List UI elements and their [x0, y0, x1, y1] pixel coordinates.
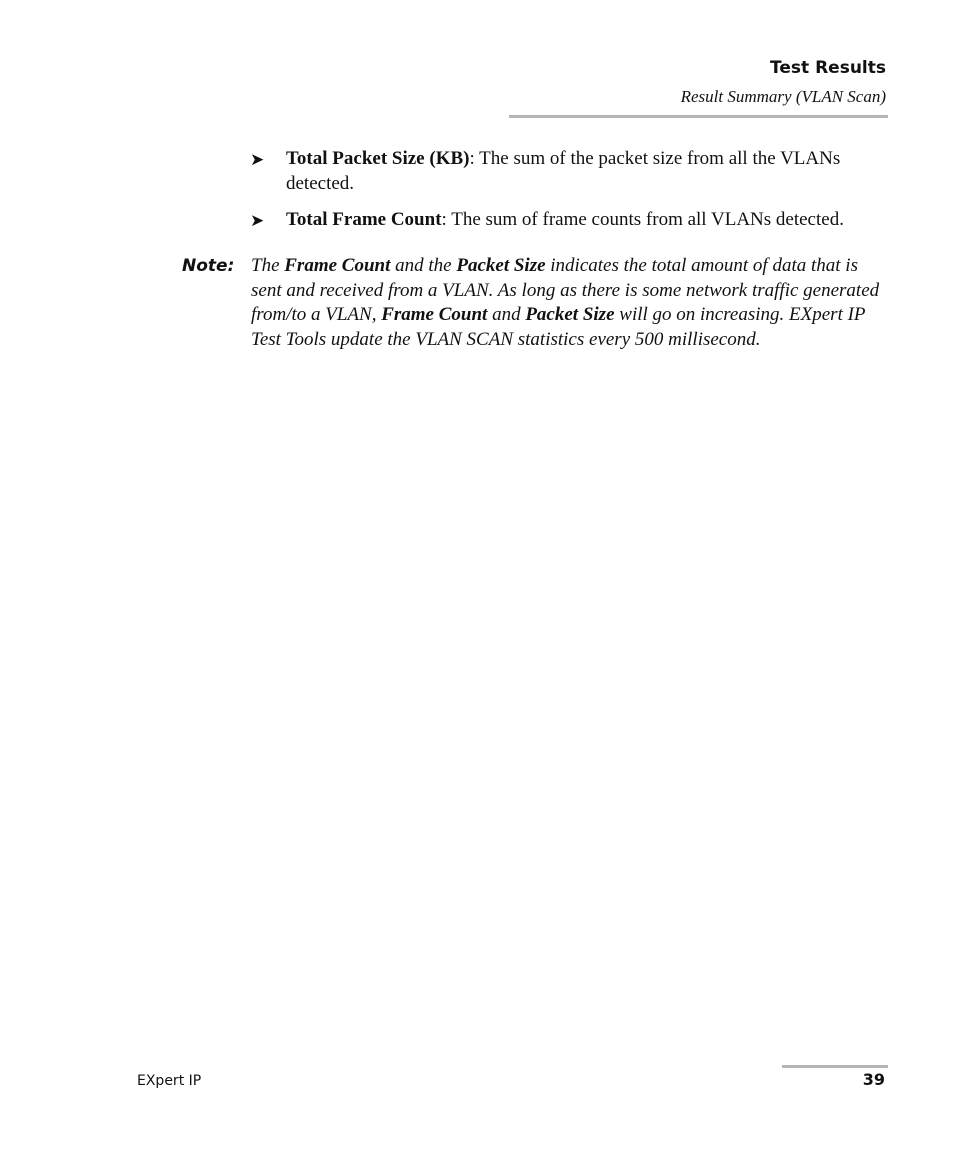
note-text-part: will go on increasing. EXpert IP Test Tools update the VLAN SCAN statistics every 500 millisecond.	[251, 304, 866, 350]
bullet-term: Total Packet Size (KB)	[286, 148, 470, 169]
page-header	[506, 56, 886, 110]
footer-divider	[782, 1065, 888, 1068]
header-title: Test Results	[770, 58, 886, 78]
footer-product-name: EXpert IP	[137, 1073, 202, 1089]
note-text-part: and	[487, 304, 526, 326]
header-divider	[509, 115, 888, 118]
page-number: 39	[862, 1070, 885, 1089]
note-text	[251, 254, 883, 352]
note-block	[182, 254, 892, 352]
bullet-list	[250, 146, 890, 243]
note-bold-term: Frame Count	[381, 304, 488, 326]
note-text-part: The	[251, 255, 285, 276]
arrow-bullet-icon: ➤	[250, 211, 265, 230]
list-item	[250, 207, 890, 232]
bullet-term: Total Frame Count	[286, 209, 442, 230]
note-text-part: and the	[390, 255, 457, 276]
bullet-text: : The sum of frame counts from all VLANs detected.	[441, 209, 844, 230]
list-item	[250, 146, 890, 196]
note-text-part: indicates the total amount of data that is sent and received from a VLAN. As long as there is some network traffic generated from/to a VLAN,	[251, 255, 880, 326]
bullet-text: : The sum of the packet size from all the VLANs detected.	[286, 148, 841, 194]
header-subtitle: Result Summary (VLAN Scan)	[680, 87, 886, 106]
note-bold-term: Packet Size	[525, 304, 615, 326]
arrow-bullet-icon: ➤	[250, 150, 265, 169]
note-label: Note:	[182, 256, 235, 276]
note-bold-term: Packet Size	[456, 255, 546, 276]
note-bold-term: Frame Count	[284, 255, 391, 276]
